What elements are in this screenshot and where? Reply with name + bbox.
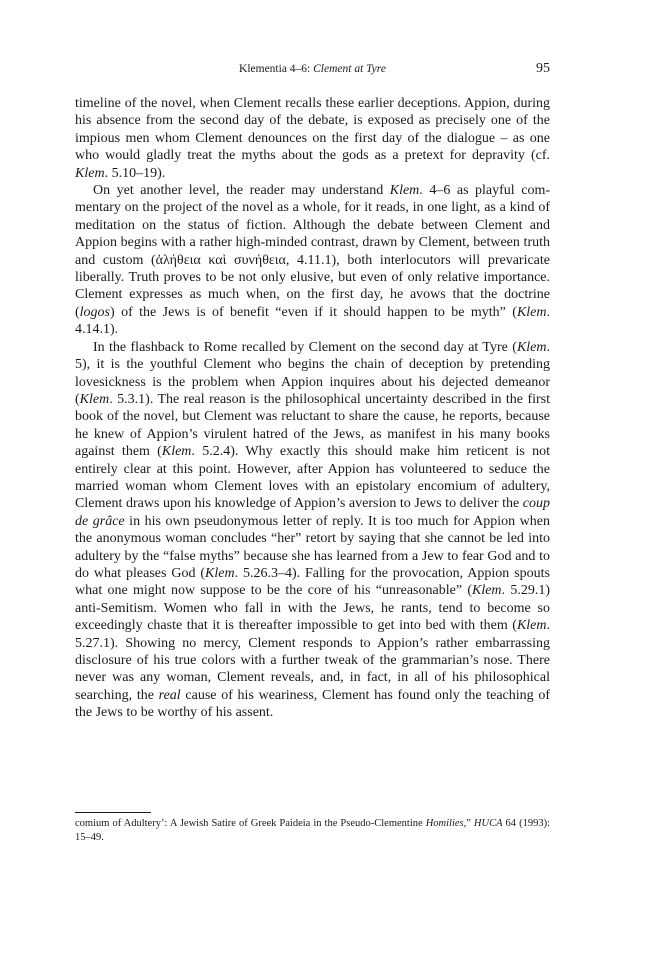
text-run: In the flashback to Rome recalled by Clement on the second day at Tyre ( <box>93 339 517 355</box>
text-run: . 5.29.1) anti-Semitism. Women who fall in with the Jews, he rants, tend to become so exceedingly chaste that it is thereafter impossible to get into bed with them ( <box>75 583 550 634</box>
text-run: 64 (1993): 15–49. <box>75 818 550 843</box>
italic-text: HUCA <box>473 818 503 829</box>
running-title-emphasis: Clement at Tyre <box>313 63 386 75</box>
italic-text: Klem <box>389 183 420 199</box>
italic-text: real <box>158 687 181 703</box>
text-run: . 5.3.1). The real reason is the philosophical uncertainty described in the first book of the novel, but Clement was reluctant to share the cause, he reports, because he knew of Appion’s virulent hatred of the Jews, as manifest in his many books against them ( <box>75 391 550 460</box>
italic-text: Klem <box>471 583 502 599</box>
text-run: On yet another level, the reader may understand <box>93 183 390 199</box>
running-title <box>75 63 550 75</box>
italic-text: Klem <box>516 304 547 320</box>
body-text <box>75 95 550 722</box>
paragraph <box>75 339 550 722</box>
text-run: comium of Adultery’: A Jewish Satire of Greek Paideia in the Pseudo-Clementine <box>75 818 426 829</box>
text-run: . 4.14.1). <box>75 304 550 338</box>
text-run: . 5.10–19). <box>104 165 166 181</box>
italic-text: Klem <box>75 165 105 181</box>
italic-text: Klem <box>516 618 547 634</box>
text-run: . 4–6 as playful commentary on the project of the novel as a whole, for it reads, in one light, as a kind of meditation on the status of fiction. Although the debate between Clement and Appion begins with a rather high-minded contrast, drawn by Clement, between truth and custom (ἀλήθεια καὶ συνήθεια, 4.11.1), both interlocutors will prevaricate liberally. Truth proves to be not only elusive, but even of only relative importance. Clement expresses as much when, on the first day, he avows that the doctrine ( <box>75 183 550 320</box>
running-head <box>75 63 550 81</box>
text-run: . 5.2.4). Why exactly this should make him reticent is not entirely clear at this point. However, after Appion has volunteered to seduce the married woman whom Clement loves with an epistolary encomium of adultery, Clement draws upon his knowledge of Appion’s aversion to Jews to deliver the <box>75 444 551 512</box>
text-run: . 5.26.3–4). Falling for the provocation, Appion spouts what one might now suppose to be the core of his “unreasonable” ( <box>75 565 550 599</box>
text-run: in his own pseudonymous letter of reply. It is too much for Appion when the anonymous woman concludes “her” retort by saying that she cannot be led into adultery by the “false myths” because she has learned from a Jew to fear God and to do what pleases God ( <box>75 513 551 581</box>
italic-text: Homilies <box>425 818 464 829</box>
text-run: ,” <box>463 818 474 829</box>
text-run: . 5.27.1). Showing no mercy, Clement responds to Appion’s rather embarrassing disclosure of his true colors with a further tweak of the grammarian’s nose. There never was any woman, Clement reveals, and, in fact, in all of his philosophical searching, the <box>75 618 550 703</box>
text-run: ) of the Jews is of benefit “even if it should happen to be myth” ( <box>110 304 517 320</box>
italic-text: Klem <box>79 391 110 407</box>
footnote-rule <box>75 812 151 813</box>
text-run: timeline of the novel, when Clement recalls these earlier deceptions. Appion, during his absence from the second day of the debate, is exposed as precisely one of the impious men whom Clement denounces on the first day of the dialogue – as one who would gladly treat the myths about the gods as a pretext for depravity (cf. <box>75 96 550 164</box>
text-run: . 5), it is the youthful Clement who begins the chain of deception by pretending lovesickness is the problem when Appion inquires about his dejected demeanor ( <box>75 339 550 407</box>
page-number: 95 <box>536 61 550 76</box>
italic-text: logos <box>79 304 111 320</box>
text-run: cause of his weariness, Clement has found only the teaching of the Jews to be worthy of his assent. <box>75 687 551 721</box>
italic-text: Klem <box>516 339 547 355</box>
paragraph <box>75 182 550 339</box>
running-title-prefix: Klementia 4–6: <box>239 63 314 75</box>
footnote <box>75 817 550 845</box>
italic-text: coup de grâce <box>75 496 550 529</box>
paragraph <box>75 95 550 182</box>
italic-text: Klem <box>161 444 192 460</box>
italic-text: Klem <box>205 565 235 581</box>
